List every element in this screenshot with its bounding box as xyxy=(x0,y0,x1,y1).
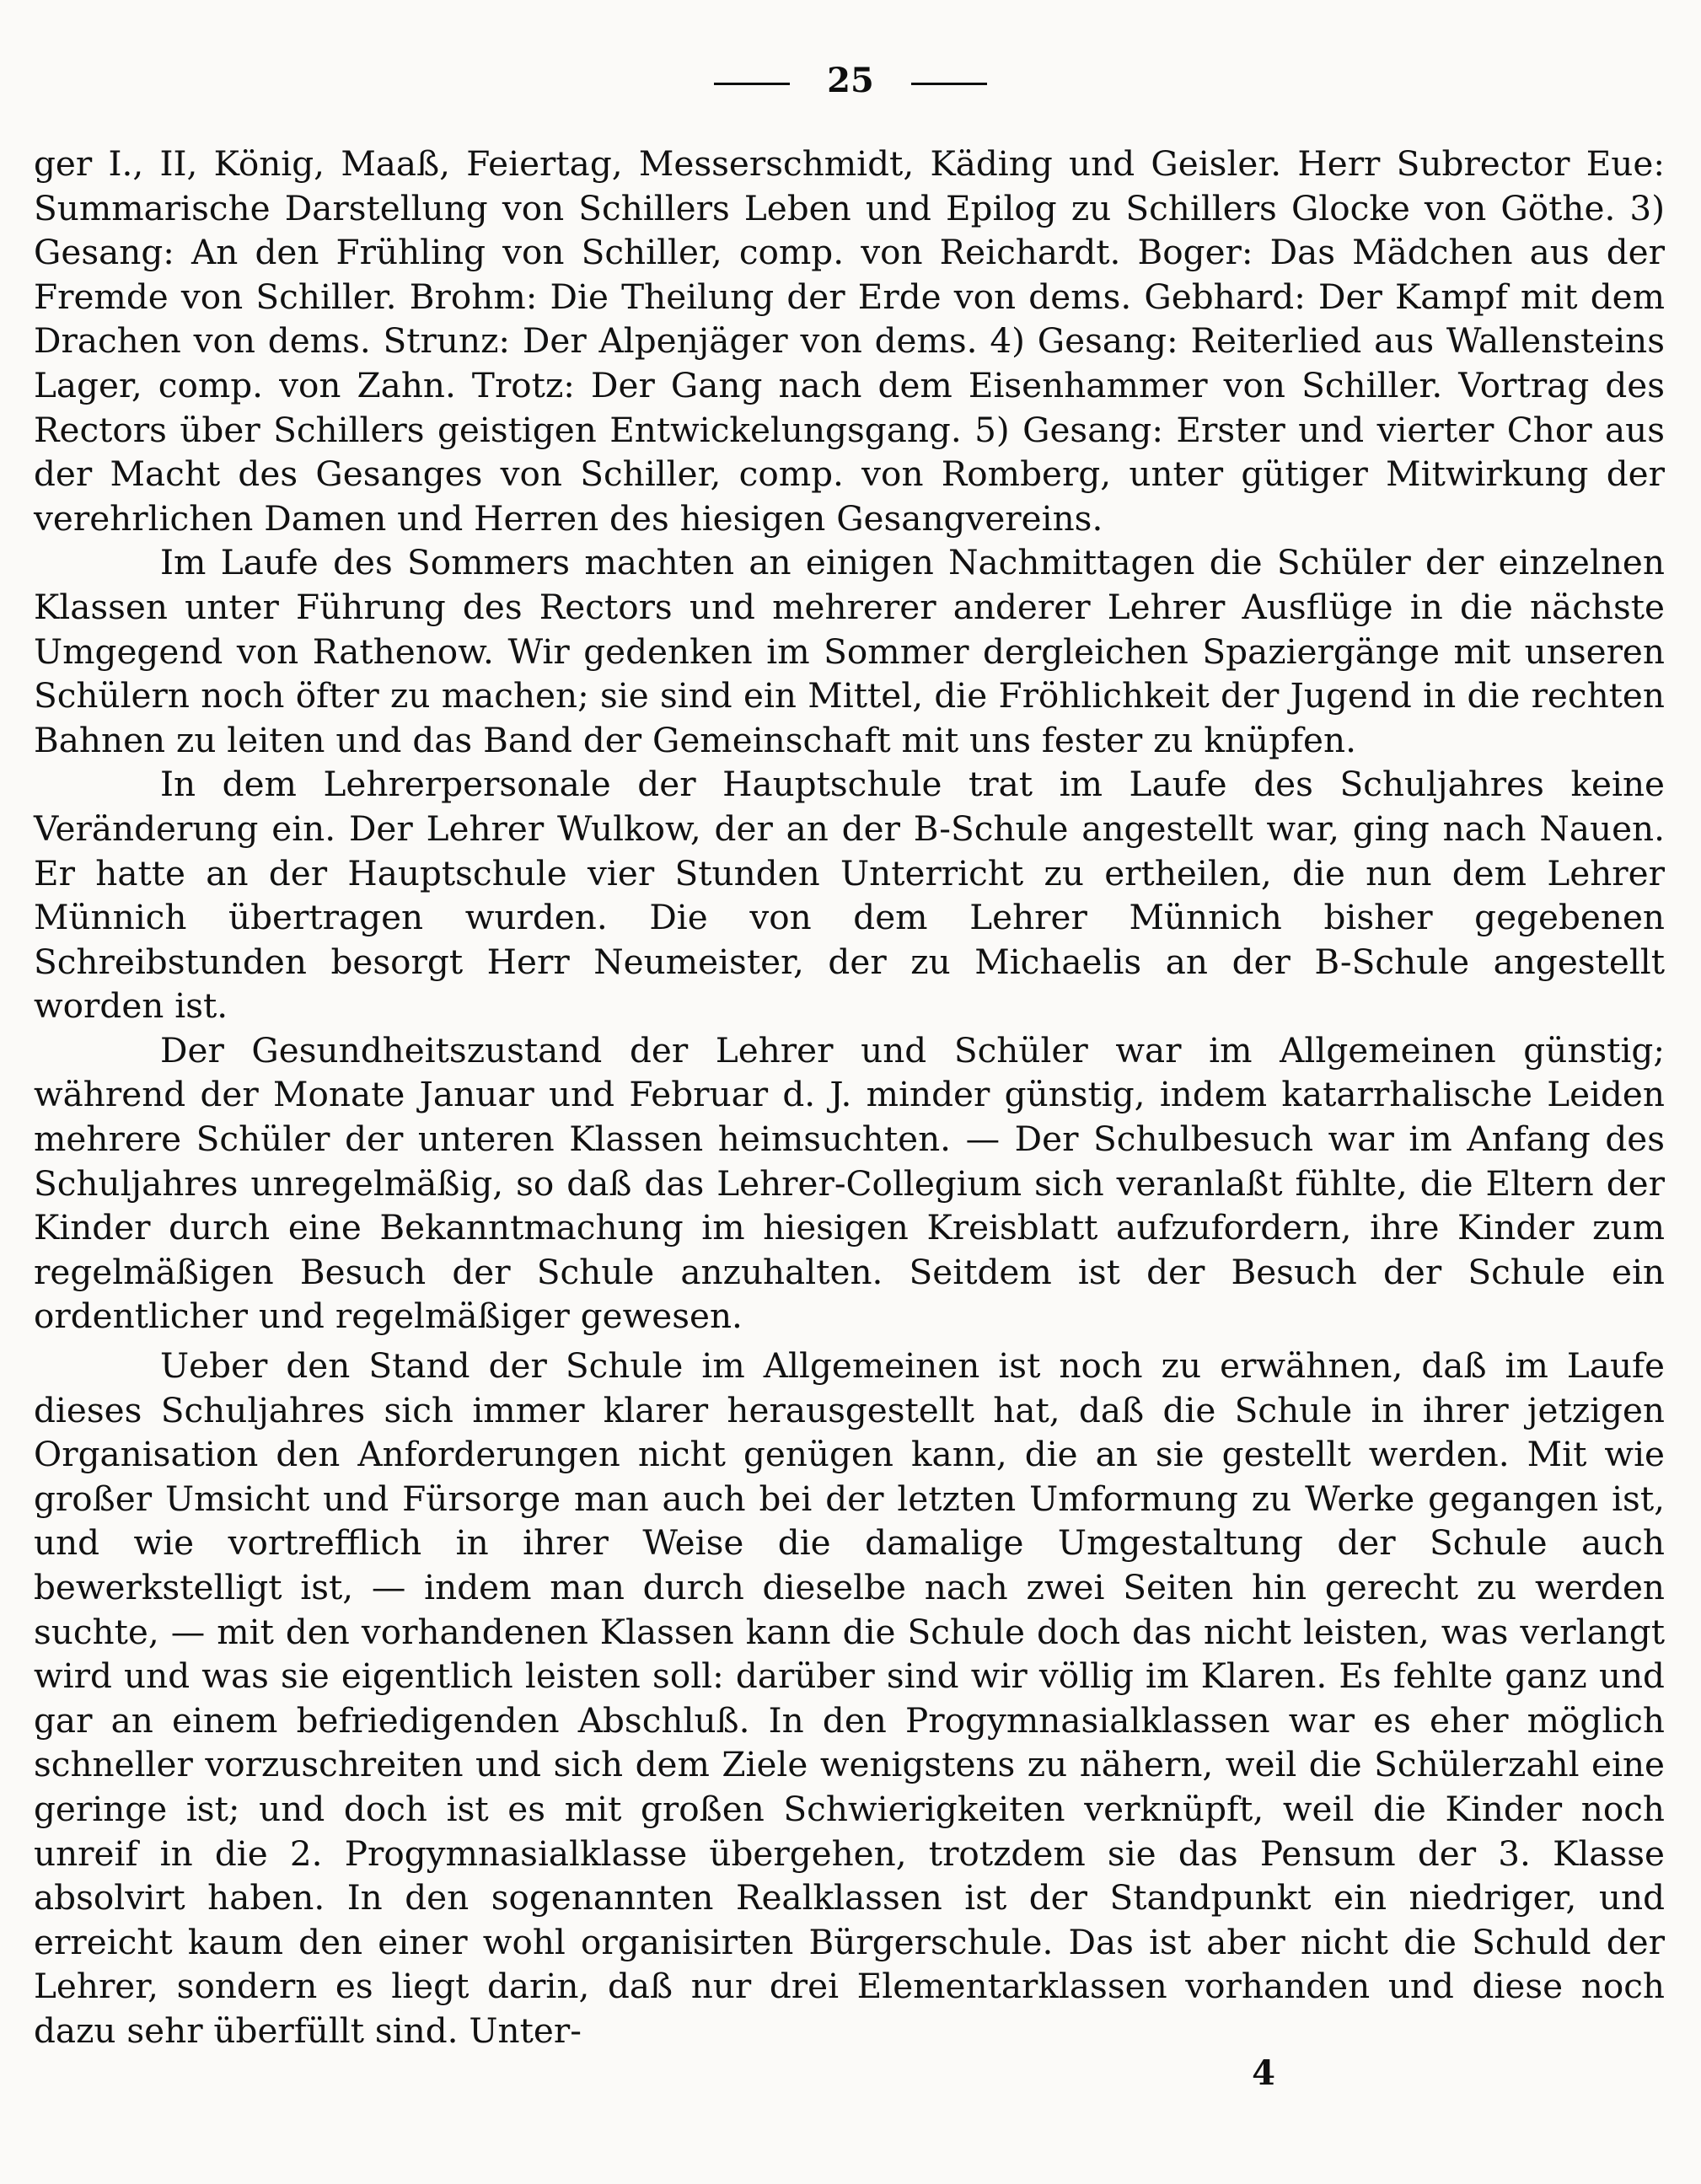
signature-mark: 4 xyxy=(1252,2053,1275,2093)
header-rule-right xyxy=(911,83,987,85)
header-rule-left xyxy=(714,83,790,85)
paragraph-teaching-staff: In dem Lehrerpersonale der Hauptschule trat im Laufe des Schuljahres keine Veränderung ein. Der Lehrer Wulkow, der an der B-Schule angestellt war, ging nach Nauen. Er hatte an der Hauptschule vier Stunden Unterricht zu ertheilen, die nun dem Lehrer Münnich übertragen wurden. Die von dem Lehrer Münnich bisher gegebenen Schreibstunden besorgt Herr Neumeister, der zu Michaelis an der B-Schule angestellt worden ist. xyxy=(34,764,1665,1027)
paragraph-health: Der Gesundheitszustand der Lehrer und Schüler war im Allgemeinen günstig; während der Monate Januar und Februar d. J. minder günstig, indem katarrhalische Leiden mehrere Schüler der unteren Klassen heimsuchten. — Der Schulbesuch war im Anfang des Schuljahres unregelmäßig, so daß das Lehrer-Collegium sich veranlaßt fühlte, die Eltern der Kinder durch eine Bekanntmachung im hiesigen Kreisblatt aufzufordern, ihre Kinder zum regelmäßigen Besuch der Schule anzuhalten. Seitdem ist der Besuch der Schule ein ordentlicher und regelmäßiger gewesen. xyxy=(34,1029,1665,1337)
page-number: 25 xyxy=(827,61,874,100)
paragraph-continuation: ger I., II, König, Maaß, Feiertag, Messerschmidt, Käding und Geisler. Herr Subrector Eue: Summarische Darstellung von Schillers Leben und Epilog zu Schillers Glocke von Göthe. 3) Gesang: An den Frühling von Schiller, comp. von Reichardt. Boger: Das Mädchen aus der Fremde von Schiller. Brohm: Die Theilung der Erde von dems. Gebhard: Der Kampf mit dem Drachen von dems. Strunz: Der Alpenjäger von dems. 4) Gesang: Reiterlied aus Wallensteins Lager, comp. von Zahn. Trotz: Der Gang nach dem Eisenhammer von Schiller. Vortrag des Rectors über Schillers geistigen Entwickelungsgang. 5) Gesang: Erster und vierter Chor aus der Macht des Gesanges von Schiller, comp. von Romberg, unter gütiger Mitwirkung der verehrlichen Damen und Herren des hiesigen Gesangvereins. xyxy=(34,143,1665,539)
paragraph-excursions: Im Laufe des Sommers machten an einigen Nachmittagen die Schüler der einzelnen Klassen unter Führung des Rectors und mehrerer anderer Lehrer Ausflüge in die nächste Umgegend von Rathenow. Wir gedenken im Sommer dergleichen Spaziergänge mit unseren Schülern noch öfter zu machen; sie sind ein Mittel, die Fröhlichkeit der Jugend in die rechten Bahnen zu leiten und das Band der Gemeinschaft mit uns fester zu knüpfen. xyxy=(34,542,1665,760)
page-header xyxy=(0,61,1701,100)
paragraph-school-status: Ueber den Stand der Schule im Allgemeinen ist noch zu erwähnen, daß im Laufe dieses Schuljahres sich immer klarer herausgestellt hat, daß die Schule in ihrer jetzigen Organisation den Anforderungen nicht genügen kann, die an sie gestellt werden. Mit wie großer Umsicht und Fürsorge man auch bei der letzten Umformung zu Werke gegangen ist, und wie vortrefflich in ihrer Weise die damalige Umgestaltung der Schule auch bewerkstelligt ist, — indem man durch dieselbe nach zwei Seiten hin gerecht zu werden suchte, — mit den vorhandenen Klassen kann die Schule doch das nicht leisten, was verlangt wird und was sie eigentlich leisten soll: darüber sind wir völlig im Klaren. Es fehlte ganz und gar an einem befriedigenden Abschluß. In den Progymnasialklassen war es eher möglich schneller vorzuschreiten und sich dem Ziele wenigstens zu nähern, weil die Schülerzahl eine geringe ist; und doch ist es mit großen Schwierigkeiten verknüpft, weil die Kinder noch unreif in die 2. Progymnasialklasse übergehen, trotzdem sie das Pensum der 3. Klasse absolvirt haben. In den sogenannten Realklassen ist der Standpunkt ein niedriger, und erreicht kaum den einer wohl organisirten Bürgerschule. Das ist aber nicht die Schuld der Lehrer, sondern es liegt darin, daß nur drei Elementarklassen vorhanden und diese noch dazu sehr überfüllt sind. Unter- xyxy=(34,1345,1665,2051)
body-text xyxy=(34,142,1665,2053)
